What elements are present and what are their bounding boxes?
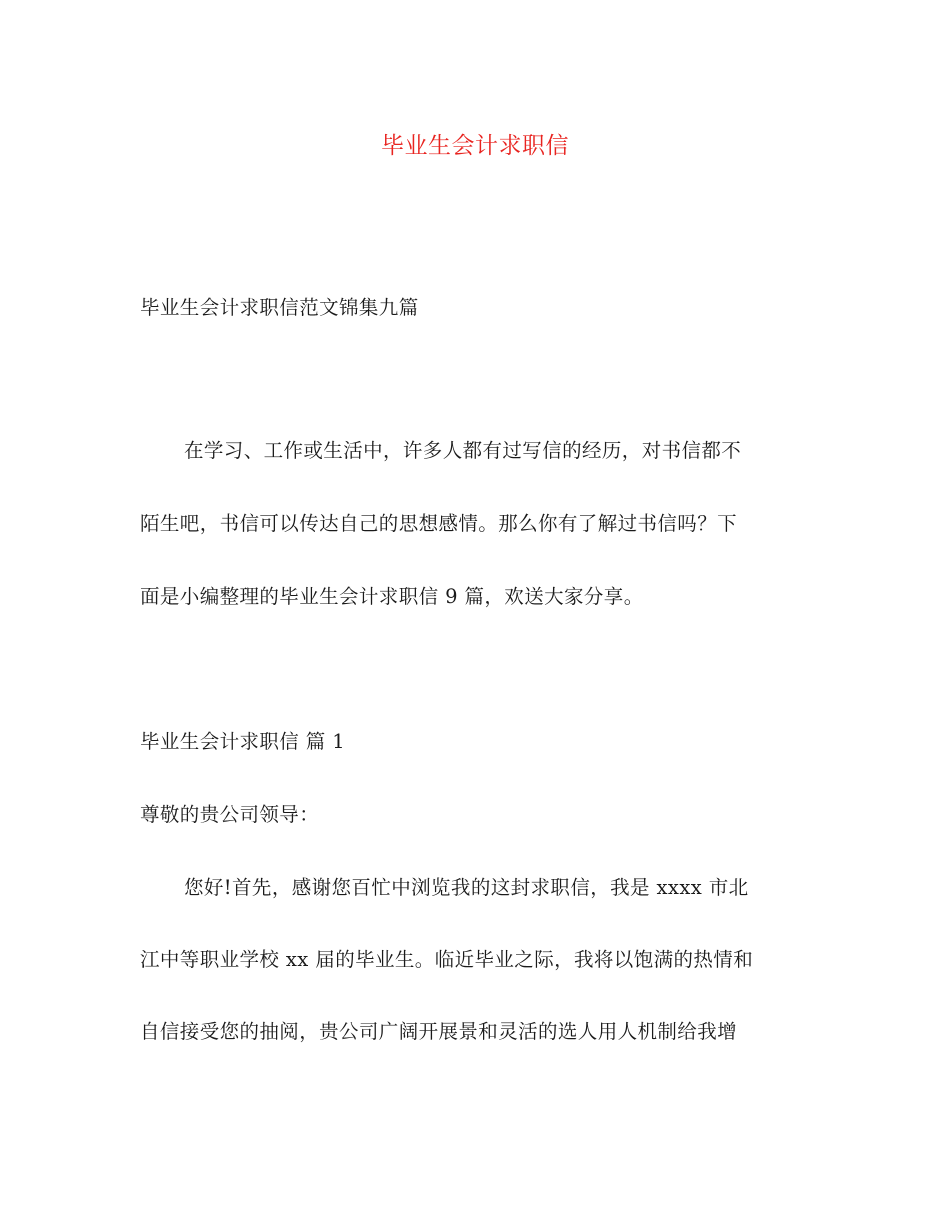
salutation: 尊敬的贵公司领导：: [140, 803, 320, 826]
document-subtitle: 毕业生会计求职信范文锦集九篇: [140, 296, 419, 319]
body-line-2: 江中等职业学校 xx 届的毕业生。临近毕业之际，我将以饱满的热情和: [140, 948, 754, 971]
document-title: 毕业生会计求职信: [381, 133, 569, 159]
intro-line-2: 陌生吧，书信可以传达自己的思想感情。那么你有了解过书信吗？下: [140, 512, 738, 535]
intro-line-3: 面是小编整理的毕业生会计求职信 9 篇，欢送大家分享。: [140, 585, 644, 608]
body-line-3: 自信接受您的抽阅，贵公司广阔开展景和灵活的选人用人机制给我增: [140, 1020, 738, 1043]
section-heading: 毕业生会计求职信 篇 1: [140, 730, 346, 753]
intro-line-1: 在学习、工作或生活中，许多人都有过写信的经历，对书信都不: [184, 439, 742, 462]
body-line-1: 您好!首先，感谢您百忙中浏览我的这封求职信，我是 xxxx 市北: [184, 876, 749, 899]
